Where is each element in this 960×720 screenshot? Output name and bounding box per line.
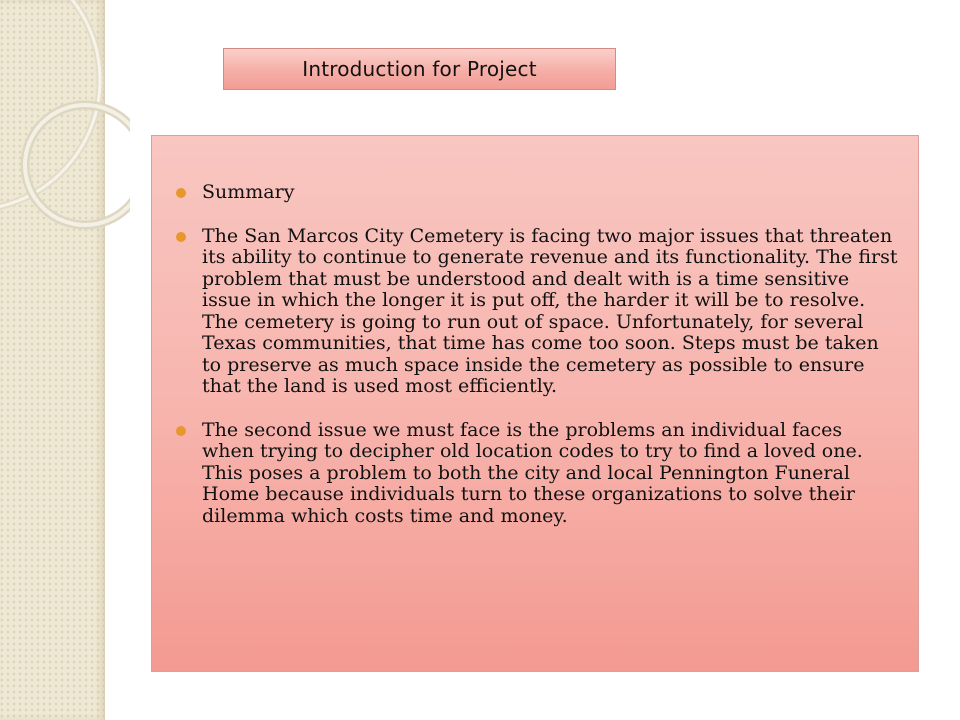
bullet-text: The second issue we must face is the problems an individual faces when trying to decipher old location codes to try to find a loved one. This poses a problem to both the city and local Pennington Funeral Home because individuals turn to these organizations to solve their dilemma which costs time and money. xyxy=(202,418,863,527)
slide-title: Introduction for Project xyxy=(302,57,537,81)
round-bullet-icon xyxy=(176,426,186,436)
bullet-text: The San Marcos City Cemetery is facing two major issues that threaten its ability to continue to generate revenue and its functionality. The first problem that must be understood and dealt with is a time sensitive issue in which the longer it is put off, the harder it will be to resolve. The cemetery is going to run out of space. Unfortunately, for several Texas communities, that time has come too soon. Steps must be taken to preserve as much space inside the cemetery as possible to ensure that the land is used most efficiently. xyxy=(202,224,898,397)
bullet-list xyxy=(174,182,898,527)
title-box xyxy=(223,48,616,90)
round-bullet-icon xyxy=(176,188,186,198)
bullet-issue-one xyxy=(174,226,898,398)
content-box xyxy=(151,135,919,672)
decorative-rings-icon xyxy=(0,0,130,260)
bullet-text: Summary xyxy=(202,181,295,203)
bullet-summary xyxy=(174,182,898,204)
bullet-issue-two xyxy=(174,420,898,528)
round-bullet-icon xyxy=(176,232,186,242)
